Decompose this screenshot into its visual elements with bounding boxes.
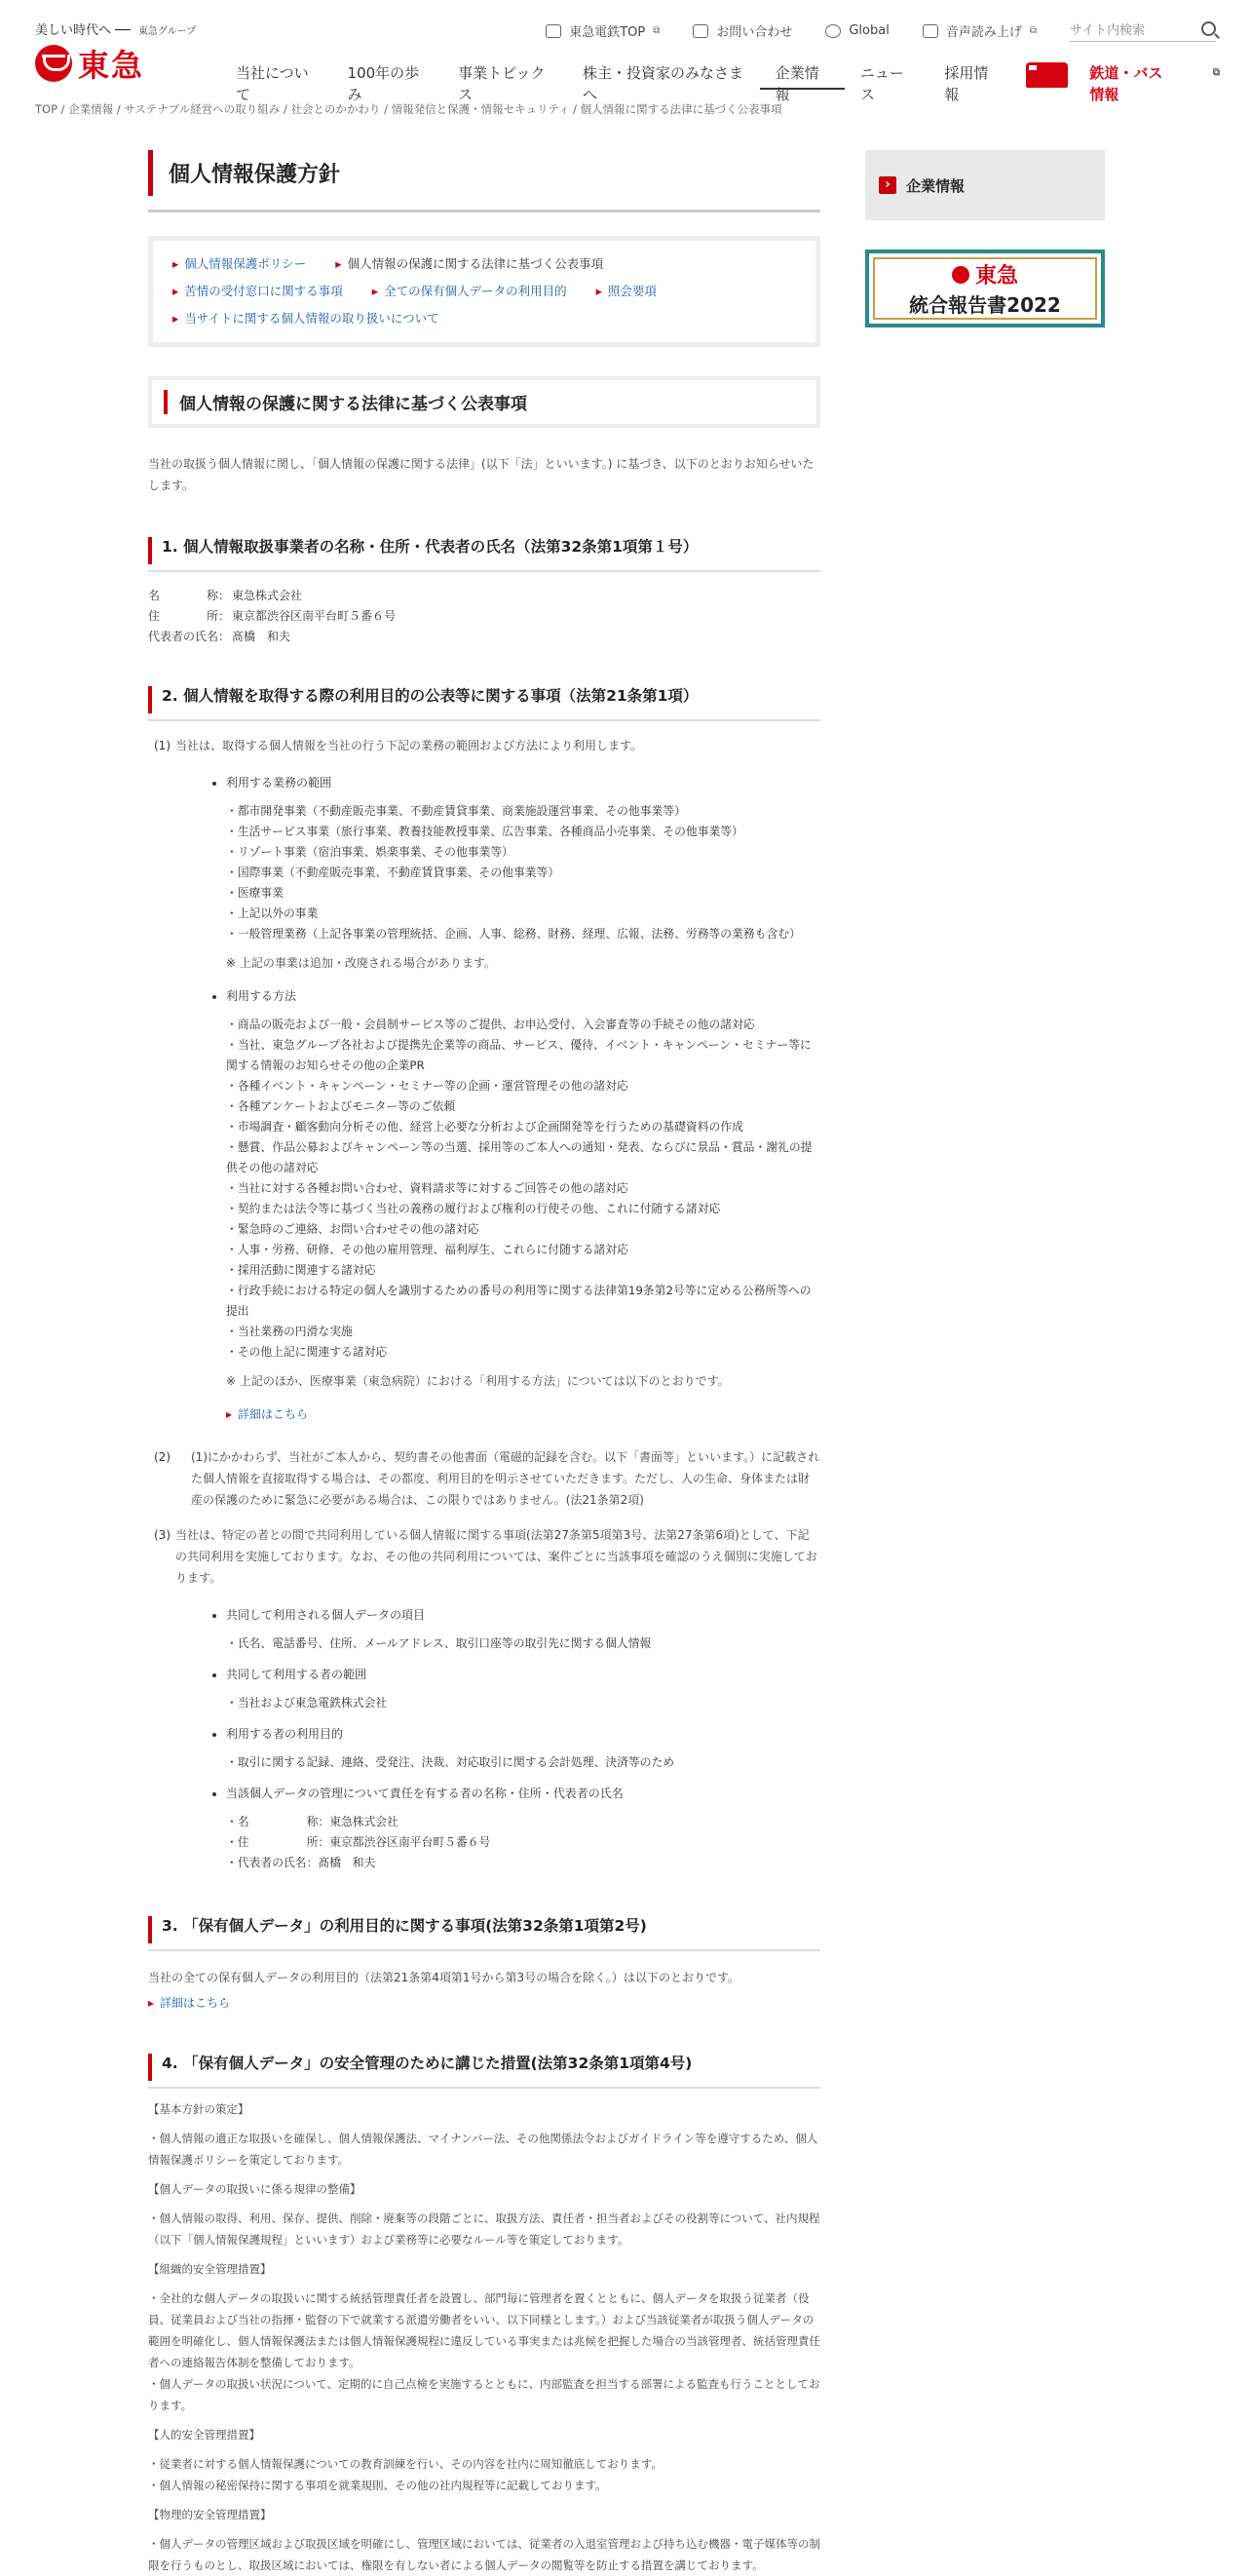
s3-detail-link[interactable]: ▸ 詳細はこちら xyxy=(148,1994,230,2011)
list-item: ・ 行政手続における特定の個人を識別するための番号の利用等に関する法律第19条第2号等に定める公務所等への提出 xyxy=(226,1281,820,1322)
nav-recruit[interactable]: 採用情報 xyxy=(944,64,989,103)
note-text: ※ 上記のほか、医療事業（東急病院）における「利用する方法」については以下のとおりです。 xyxy=(226,1374,730,1388)
list-item: ・ 上記以外の事業 xyxy=(226,904,820,924)
search-icon[interactable] xyxy=(1201,21,1216,36)
list-item: ・ 代表者の氏名：髙橋 和夫 xyxy=(226,1853,820,1873)
breadcrumb-security[interactable]: 情報発信と保護・情報セキュリティ xyxy=(391,102,570,116)
intro-text: 当社の取扱う個人情報に関し、「個人情報の保護に関する法律」(以下「法」といいます。) に基づき、以下のとおりお知らせいたします。 xyxy=(148,457,815,492)
nav-news[interactable]: ニュース xyxy=(859,64,904,103)
util-tokyu-top-link[interactable]: 東急電鉄TOP ⧉ xyxy=(546,21,660,40)
nav-history[interactable]: 100年の歩み xyxy=(347,64,420,103)
train-icon xyxy=(1026,62,1069,88)
sidebar-corporate-link[interactable]: › 企業情報 xyxy=(865,150,1105,220)
toc-policy[interactable]: ▸ 個人情報保護ポリシー xyxy=(172,250,306,278)
list-item: ・ 医療事業 xyxy=(226,883,820,904)
list-item: ・ 契約または法令等に基づく当社の義務の履行および権利の行使その他、これに付随する諸対応 xyxy=(226,1199,820,1219)
nav-business[interactable]: 事業トピックス xyxy=(458,64,546,103)
s4-heading: 4. 「保有個人データ」の安全管理のために講じた措置(法第32条第1項第4号) xyxy=(148,2054,820,2081)
breadcrumb-current: 個人情報に関する法律に基づく公表事項 xyxy=(580,102,782,116)
toc-complaints[interactable]: ▸ 苦情の受付窓口に関する事項 xyxy=(172,278,343,305)
s3-heading: 3. 「保有個人データ」の利用目的に関する事項(法第32条第1項第2号) xyxy=(148,1916,820,1943)
s1-heading: 1. 個人情報取扱事業者の名称・住所・代表者の氏名（法第32条第1項第１号） xyxy=(148,537,820,564)
sidebar xyxy=(865,150,1105,327)
list-item: ・ 都市開発事業（不動産販売事業、不動産賃貸事業、商業施設運営事業、その他事業等） xyxy=(226,801,820,822)
note-text: ※ 上記の事業は追加・改廃される場合があります。 xyxy=(226,956,496,970)
site-search-input[interactable]: サイト内検索 xyxy=(1070,19,1216,42)
list-item: ・ 人事・労務、研修、その他の雇用管理、福利厚生、これらに付随する諸対応 xyxy=(226,1240,820,1260)
chevron-right-icon: › xyxy=(879,176,896,194)
list-item: ・ 当社業務の円滑な実施 xyxy=(226,1322,820,1342)
toc-site-privacy[interactable]: ▸ 当サイトに関する個人情報の取り扱いについて xyxy=(172,305,439,332)
breadcrumb: TOP / 企業情報 / サステナブル経営への取り組み / 社会とのかかわり / 情報発信と保護・情報セキュリティ / 個人情報に関する法律に基づく公表事項 xyxy=(35,102,782,116)
list-item: ・ 一般管理業務（上記各事業の管理統括、企画、人事、総務、財務、経理、広報、法務、労務等の業務も含む） xyxy=(226,924,820,944)
title-divider xyxy=(148,210,820,212)
breadcrumb-top[interactable]: TOP xyxy=(35,102,58,116)
nav-ir[interactable]: 株主・投資家のみなさまへ xyxy=(583,64,744,103)
s2-paragraph-3: (3) 当社は、特定の者との間で共同利用している個人情報に関する事項(法第27条第5項第3号、法第27条第6項)として、下記の共同利用を実施しております。なお、その他の共同利用については、案件ごとに当該事項を確認のうえ個別に実施しております。 xyxy=(154,1528,817,1585)
s2-joint-use-list: • 共同して利用される個人データの項目 ・ 氏名、電話番号、住所、メールアドレス、取引口座等の取引先に関する個人情報 • 共同して利用する者の範囲 ・ 当社および東急電鉄株式会社 • 利用する者の利用目的 ・ 取引に関する記録、連絡、受発注、決裁、対応取引に関する会計処理、決済等のため • 当該個人データの管理について責任を有する者の名称・住所・代表者の氏名 ・ 名 称：東急株式会社 ・ 住 所：東京都渋谷区南平台町５番６号 ・ 代表者の氏名：髙橋 和夫 xyxy=(187,1604,820,1873)
tagline: 美しい時代へ ── 東急グループ xyxy=(35,23,197,38)
toc-public-items[interactable]: ▸ 個人情報の保護に関する法律に基づく公表事項 xyxy=(335,250,603,278)
nav-corporate[interactable]: 企業情報 xyxy=(760,62,845,90)
section-heading: 個人情報の保護に関する法律に基づく公表事項 xyxy=(148,376,820,428)
speaker-icon xyxy=(923,24,938,38)
list-item: ・ 商品の販売および一般・会員制サービス等のご提供、お申込受付、入会審査等の手続その他の諸対応 xyxy=(226,1015,820,1035)
tokyu-logo-icon xyxy=(35,45,72,82)
list-item: ・ 国際事業（不動産販売事業、不動産賃貸事業、その他事業等） xyxy=(226,863,820,883)
nav-rail-bus[interactable]: 鉄道・バス情報 ⧉ xyxy=(1014,62,1251,88)
list-item: ・ 当社に対する各種お問い合わせ、資料請求等に対するご回答その他の諸対応 xyxy=(226,1178,820,1199)
s2-business-list: • 利用する業務の範囲 ・ 都市開発事業（不動産販売事業、不動産賃貸事業、商業施設運営事業、その他事業等） ・ 生活サービス事業（旅行事業、教養技能教授事業、広告事業、各種商品小売事業、その他事業等） ・ リゾート事業（宿泊事業、娯楽事業、その他事業等） ・ 国際事業（不動産販売事業、不動産賃貸事業、その他事業等） ・ 医療事業 ・ 上記以外の事業 ・ 一般管理業務（上記各事業の管理統括、企画、人事、総務、財務、経理、広報、法務、労務等の業務も含む） ※ 上記の事業は追加・改廃される場合があります。 • 利用する方法 ・ 商品の販売および一般・会員制サービス等のご提供、お申込受付、入会審査等の手続その他の諸対応 ・ 当社、東急グループ各社および提携先企業等の商品、サービス、優待、イベント・キャンペーン・セミナー等に関する情報のお知らせその他の企業PR ・ 各種イベント・キャンペーン・セミナー等の企画・運営管理その他の諸対応 ・ 各種アンケートおよびモニター等のご依頼 ・ 市場調査・顧客動向分析その他、経営上必要な分析および企画開発等を行うための基礎資料の作成 ・ 懸賞、作品公募およびキャンペーン等の当選、採用等のご本人への通知・発表、ならびに景品・賞品・謝礼の提供その他の諸対応 ・ 当社に対する各種お問い合わせ、資料請求等に対するご回答その他の諸対応 ・ 契約または法令等に基づく当社の義務の履行および権利の行使その他、これに付随する諸対応 ・ 緊急時のご連絡、お問い合わせその他の諸対応 ・ 人事・労務、研修、その他の雇用管理、福利厚生、これらに付随する諸対応 ・ 採用活動に関連する諸対応 ・ 行政手続における特定の個人を識別するための番号の利用等に関する法律第19条第2号等に定める公務所等への提出 ・ 当社業務の円滑な実施 ・ その他上記に関連する諸対応 ※ 上記のほか、医療事業（東急病院）における「利用する方法」については以下のとおりです。 ▸ 詳細はこちら xyxy=(187,772,820,1425)
tokyu-logo[interactable]: 東急 xyxy=(35,41,144,86)
breadcrumb-corporate[interactable]: 企業情報 xyxy=(68,102,114,116)
breadcrumb-society[interactable]: 社会とのかかわり xyxy=(290,102,381,116)
list-item: ・ その他上記に関連する諸対応 xyxy=(226,1342,820,1363)
list-item: ・ 懸賞、作品公募およびキャンペーン等の当選、採用等のご本人への通知・発表、ならびに景品・賞品・謝礼の提供その他の諸対応 xyxy=(226,1137,820,1178)
util-speech-link[interactable]: 音声読み上げ ⧉ xyxy=(923,21,1037,40)
main-content xyxy=(148,150,820,2576)
site-header xyxy=(0,0,1251,116)
toc-box xyxy=(148,236,820,347)
list-item: ・ 住 所：東京都渋谷区南平台町５番６号 xyxy=(226,1832,820,1853)
list-item: ・ 各種アンケートおよびモニター等のご依頼 xyxy=(226,1096,820,1117)
toc-inquiry[interactable]: ▸ 照会要項 xyxy=(596,278,657,305)
list-item: ・ 名 称：東急株式会社 xyxy=(226,1812,820,1832)
list-item: ・ 当社および東急電鉄株式会社 xyxy=(226,1693,820,1713)
company-info: 名 称： 東急株式会社 住 所： 東京都渋谷区南平台町５番６号 代表者の氏名： 髙橋 和夫 xyxy=(148,589,397,643)
list-item: ・ 採用活動に関連する諸対応 xyxy=(226,1260,820,1281)
breadcrumb-sustainable[interactable]: サステナブル経営への取り組み xyxy=(124,102,281,116)
s3-text: 当社の全ての保有個人データの利用目的（法第21条第4項第1号から第3号の場合を除く。）は以下のとおりです。 xyxy=(148,1971,739,1984)
detail-link-hospital[interactable]: ▸ 詳細はこちら xyxy=(226,1407,308,1421)
list-item: ・ 氏名、電話番号、住所、メールアドレス、取引口座等の取引先に関する個人情報 xyxy=(226,1634,820,1654)
globe-icon xyxy=(825,24,841,38)
mail-icon xyxy=(693,24,708,38)
nav-about[interactable]: 当社について xyxy=(236,64,309,103)
external-link-icon: ⧉ xyxy=(1029,25,1037,36)
external-link-icon: ⧉ xyxy=(1212,67,1220,78)
list-item: ・ リゾート事業（宿泊事業、娯楽事業、その他事業等） xyxy=(226,842,820,863)
list-item: ・ 各種イベント・キャンペーン・セミナー等の企画・運営管理その他の諸対応 xyxy=(226,1076,820,1096)
list-item: ・ 当社、東急グループ各社および提携先企業等の商品、サービス、優待、イベント・キャンペーン・セミナー等に関する情報のお知らせその他の企業PR xyxy=(226,1035,820,1076)
global-nav xyxy=(220,62,1251,103)
list-item: ・ 生活サービス事業（旅行事業、教養技能教授事業、広告事業、各種商品小売事業、その他事業等） xyxy=(226,822,820,842)
integrated-report-banner[interactable]: 東急 統合報告書2022 xyxy=(865,250,1105,327)
s2-paragraph-2: (2) (1)にかかわらず、当社がご本人から、契約書その他書面（電磁的記録を含む。以下「書面等」といいます。）に記載された個人情報を直接取得する場合は、その都度、利用目的を明示させていただきます。ただし、人の生命、身体または財産の保護のために緊急に必要がある場合は、この限りではありません。(法21条第2項) xyxy=(154,1450,820,1507)
list-item: ・ 市場調査・顧客動向分析その他、経営上必要な分析および企画開発等を行うための基礎資料の作成 xyxy=(226,1117,820,1137)
s2-heading: 2. 個人情報を取得する際の利用目的の公表等に関する事項（法第21条第1項） xyxy=(148,686,820,713)
train-icon xyxy=(546,24,561,38)
s4-body: 【基本方針の策定】 ・個人情報の適正な取扱いを確保し、個人情報保護法、マイナンバー法、その他関係法令およびガイドライン等を遵守するため、個人情報保護ポリシーを策定しております。 【個人データの取扱いに係る規律の整備】 ・個人情報の取得、利用、保存、提供、削除・廃棄等の段階ごとに、取扱方法、責任者・担当者およびその役割等について、社内規程（以下「個人情報保護規程」といいます）および業務等に必要なルール等を策定しております。 【組織的安全管理措置】 ・全社的な個人データの取扱いに関する統括管理責任者を設置し、部門毎に管理者を置くとともに、個人データを取扱う従業者（役員、従業員および当社の指揮・監督の下で就業する派遣労働者をいい、以下同様とします。）および当該従業者が取扱う個人データの範囲を明確化し、個人情報保護法または個人情報保護規程に違反している事実または兆候を把握した場合の当該管理者、統括管理責任者への連絡報告体制を整備しております。 ・個人データの取扱い状況について、定期的に自己点検を実施するとともに、内部監査を担当する部署による監査も行うこととしております。 【人的安全管理措置】 ・従業者に対する個人情報保護についての教育訓練を行い、その内容を社内に周知徹底しております。 ・個人情報の秘密保持に関する事項を就業規則、その他の社内規程等に記載しております。 【物理的安全管理措置】 ・個人データの管理区域および取扱区域を明確にし、管理区域においては、従業者の入退室管理および持ち込む機器・電子媒体等の制限を行うものとし、取扱区域においては、権限を有しない者による個人データの閲覧等を防止する措置を講じております。 xyxy=(148,2102,820,2572)
toc-purpose[interactable]: ▸ 全ての保有個人データの利用目的 xyxy=(372,278,567,305)
list-item: ・ 緊急時のご連絡、お問い合わせその他の諸対応 xyxy=(226,1219,820,1240)
external-link-icon: ⧉ xyxy=(653,25,661,36)
utility-nav xyxy=(546,19,1216,42)
util-global-link[interactable]: Global xyxy=(825,23,889,38)
tokyu-logo-icon xyxy=(952,266,969,284)
s2-paragraph-1: (1) 当社は、取得する個人情報を当社の行う下記の業務の範囲および方法により利用します。 xyxy=(154,739,643,752)
list-item: ・ 取引に関する記録、連絡、受発注、決裁、対応取引に関する会計処理、決済等のため xyxy=(226,1752,820,1773)
page-title: 個人情報保護方針 xyxy=(148,150,820,196)
util-contact-link[interactable]: お問い合わせ xyxy=(693,21,792,40)
